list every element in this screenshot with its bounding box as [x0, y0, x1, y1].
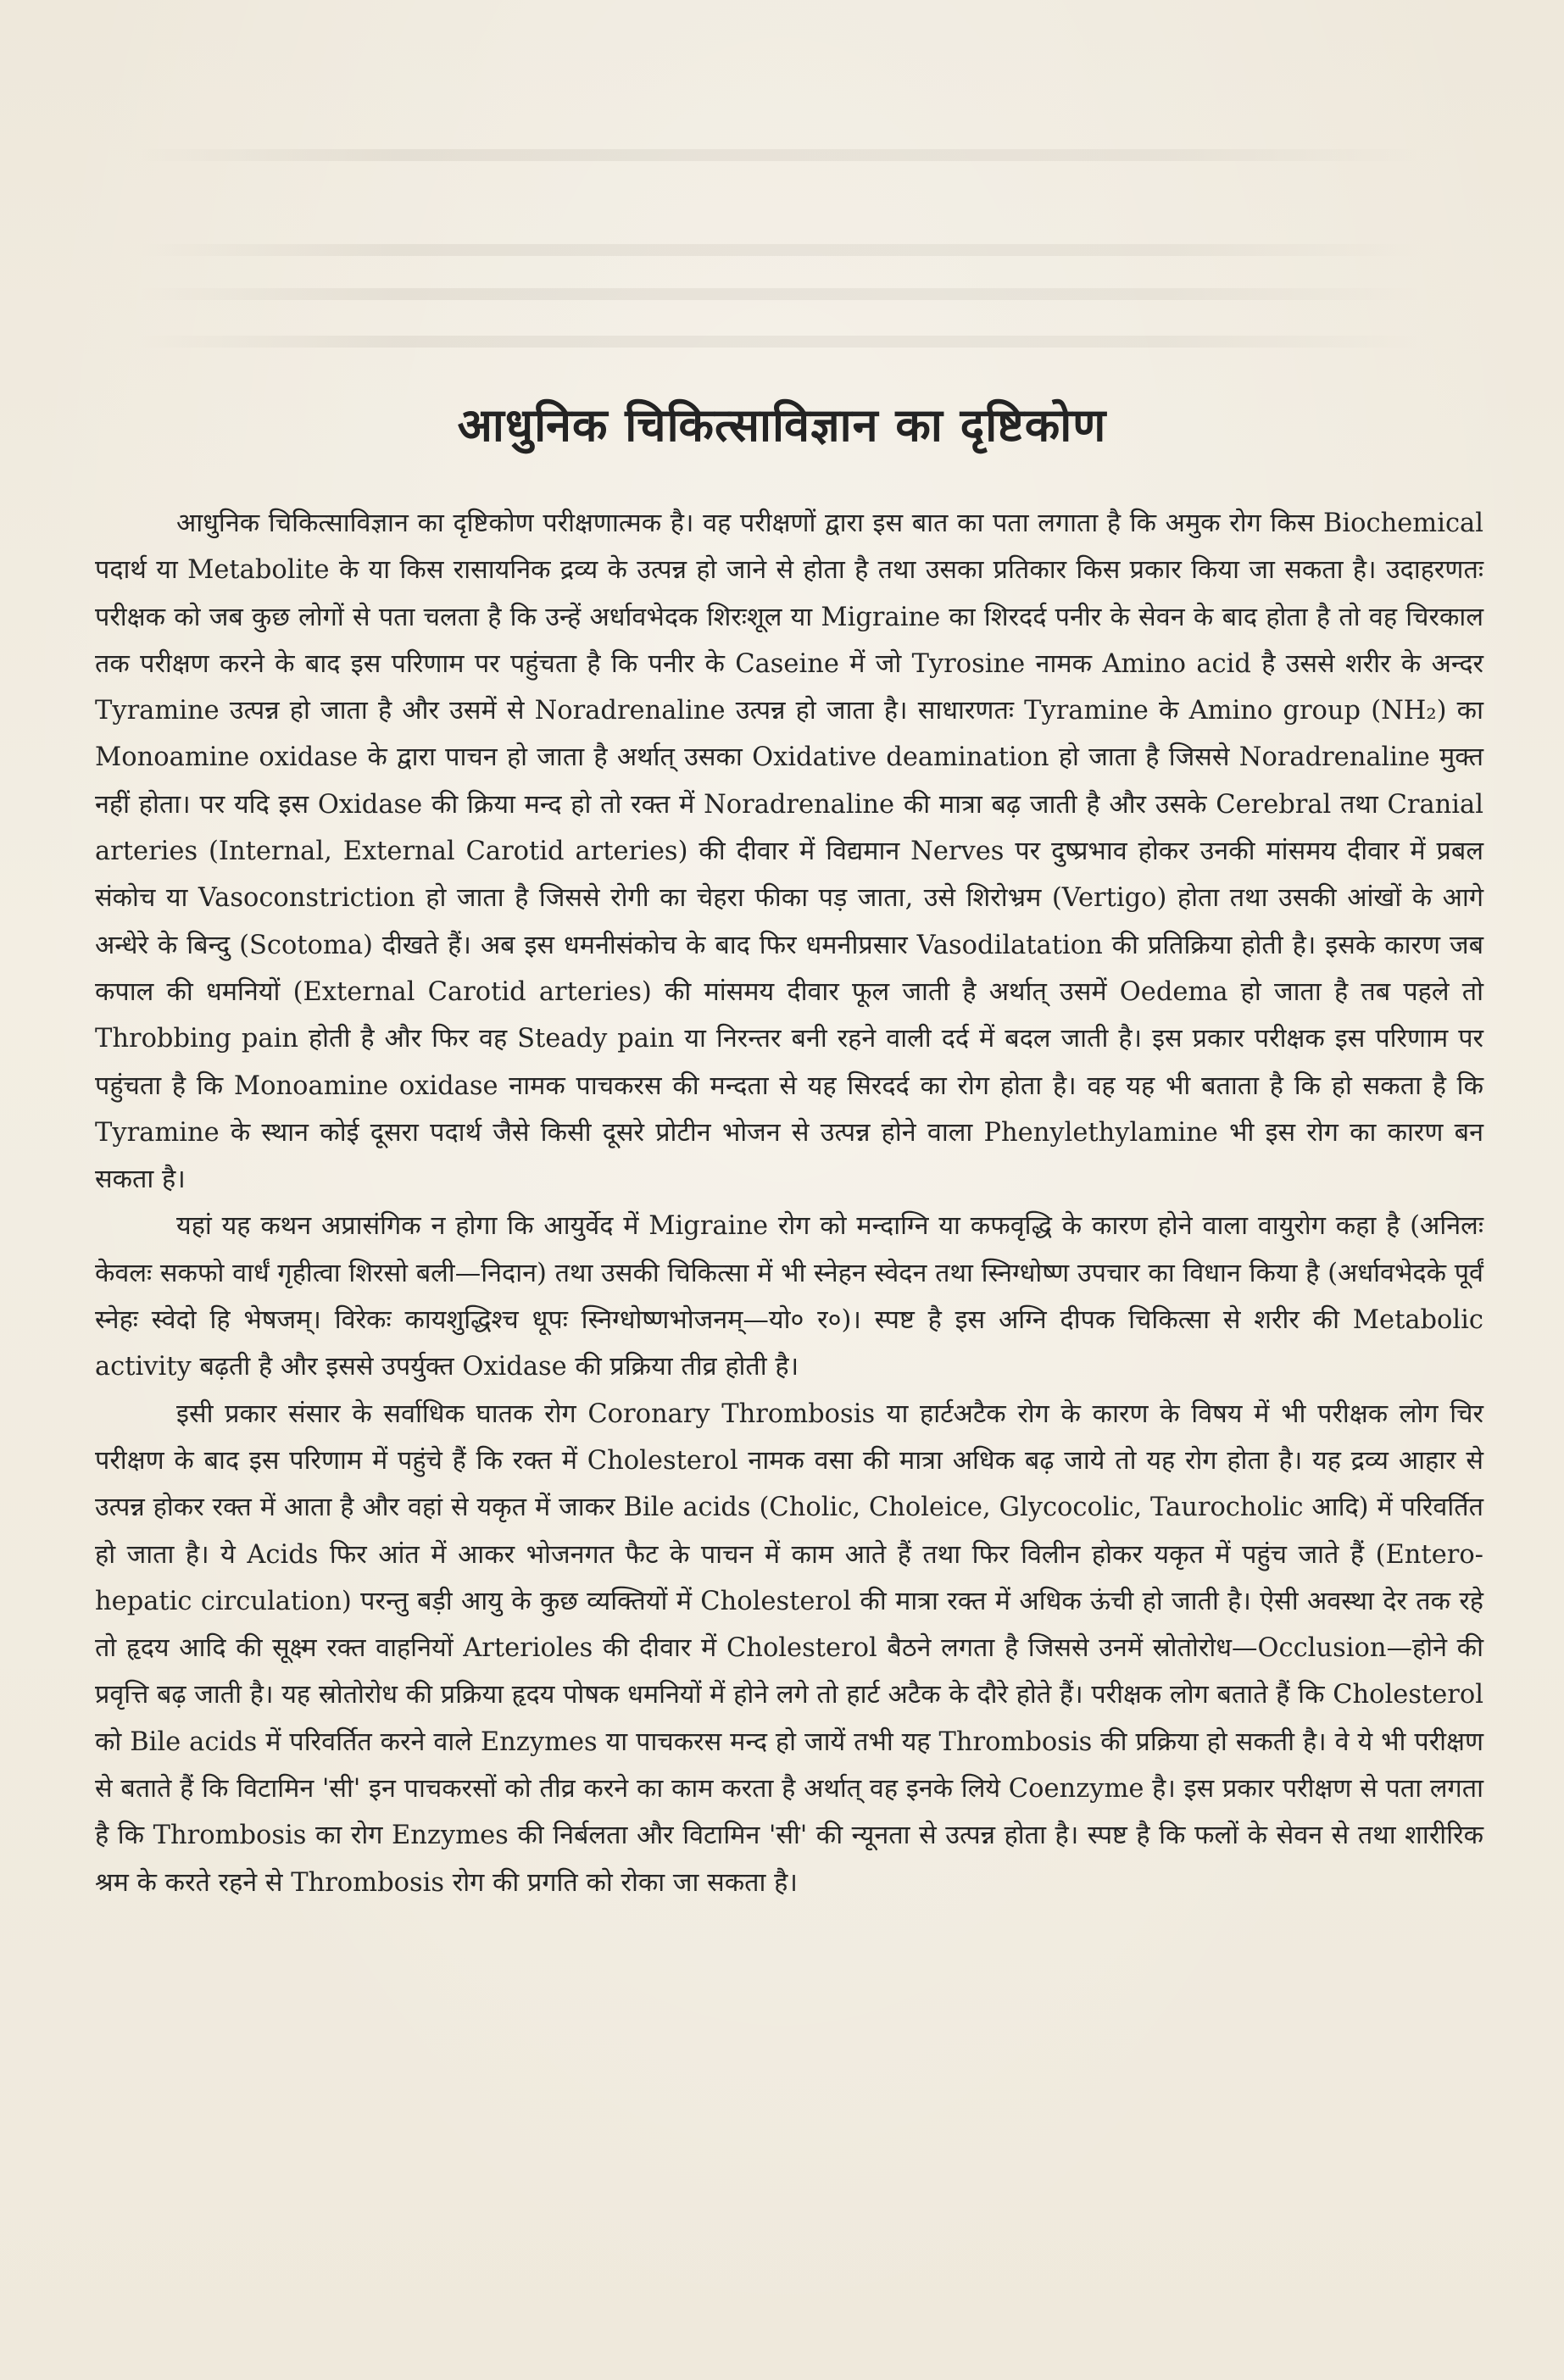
- page-title: आधुनिक चिकित्साविज्ञान का दृष्टिकोण: [457, 398, 1107, 452]
- body-text: [95, 500, 1483, 1906]
- bleed-through-line: [136, 288, 1424, 300]
- paragraph-2: यहां यह कथन अप्रासंगिक न होगा कि आयुर्वेद में Migraine रोग को मन्दाग्नि या कफवृद्धि के कारण होने वाला वायुरोग कहा है (अनिलः केवलः सकफो वार्धं गृहीत्वा शिरसो बली—निदान) तथा उसकी चिकित्सा में भी स्नेहन स्वेदन तथा स्निग्धोष्ण उपचार का विधान किया है (अर्धावभेदके पूर्वं स्नेहः स्वेदो हि भेषजम्। विरेकः कायशुद्धिश्च धूपः स्निग्धोष्णभोजनम्—यो० र०)। स्पष्ट है इस अग्नि दीपक चिकित्सा से शरीर की Metabolic activity बढ़ती है और इससे उपर्युक्त Oxidase की प्रक्रिया तीव्र होती है।: [95, 1211, 1483, 1382]
- bleed-through-line: [136, 336, 1424, 348]
- paragraph-1: आधुनिक चिकित्साविज्ञान का दृष्टिकोण परीक्षणात्मक है। वह परीक्षणों द्वारा इस बात का पता लगाता है कि अमुक रोग किस Biochemical पदार्थ या Metabolite के या किस रासायनिक द्रव्य के उत्पन्न हो जाने से होता है तथा उसका प्रतिकार किस प्रकार किया जा सकता है। उदाहरणतः परीक्षक को जब कुछ लोगों से पता चलता है कि उन्हें अर्धावभेदक शिरःशूल या Migraine का शिरदर्द पनीर के सेवन के बाद होता है तो वह चिरकाल तक परीक्षण करने के बाद इस परिणाम पर पहुंचता है कि पनीर के Caseine में जो Tyrosine नामक Amino acid है उससे शरीर के अन्दर Tyramine उत्पन्न हो जाता है और उसमें से Noradrenaline उत्पन्न हो जाता है। साधारणतः Tyramine के Amino group (NH₂) का Monoamine oxidase के द्वारा पाचन हो जाता है अर्थात् उसका Oxidative deamination हो जाता है जिससे Noradrenaline मुक्त नहीं होता। पर यदि इस Oxidase की क्रिया मन्द हो तो रक्त में Noradrenaline की मात्रा बढ़ जाती है और उसके Cerebral तथा Cranial arteries (Internal, External Carotid arteries) की दीवार में विद्यमान Nerves पर दुष्प्रभाव होकर उनकी मांसमय दीवार में प्रबल संकोच या Vasoconstriction हो जाता है जिससे रोगी का चेहरा फीका पड़ जाता, उसे शिरोभ्रम (Vertigo) होता तथा उसकी आंखों के आगे अन्धेरे के बिन्दु (Scotoma) दीखते हैं। अब इस धमनीसंकोच के बाद फिर धमनीप्रसार Vasodilatation की प्रतिक्रिया होती है। इसके कारण जब कपाल की धमनियों (External Carotid arteries) की मांसमय दीवार फूल जाती है अर्थात् उसमें Oedema हो जाता है तब पहले तो Throbbing pain होती है और फिर वह Steady pain या निरन्तर बनी रहने वाली दर्द में बदल जाती है। इस प्रकार परीक्षक इस परिणाम पर पहुंचता है कि Monoamine oxidase नामक पाचकरस की मन्दता से यह सिरदर्द का रोग होता है। वह यह भी बताता है कि हो सकता है कि Tyramine के स्थान कोई दूसरा पदार्थ जैसे किसी दूसरे प्रोटीन भोजन से उत्पन्न होने वाला Phenylethylamine भी इस रोग का कारण बन सकता है।: [95, 509, 1483, 1195]
- bleed-through-line: [136, 149, 1424, 161]
- paragraph-3: इसी प्रकार संसार के सर्वाधिक घातक रोग Coronary Thrombosis या हार्टअटैक रोग के कारण के विषय में भी परीक्षक लोग चिर परीक्षण के बाद इस परिणाम में पहुंचे हैं कि रक्त में Cholesterol नामक वसा की मात्रा अधिक बढ़ जाये तो यह रोग होता है। यह द्रव्य आहार से उत्पन्न होकर रक्त में आता है और वहां से यकृत में जाकर Bile acids (Cholic, Choleice, Glycocolic, Taurocholic आदि) में परिवर्तित हो जाता है। ये Acids फिर आंत में आकर भोजनगत फैट के पाचन में काम आते हैं तथा फिर विलीन होकर यकृत में पहुंच जाते हैं (Entero-hepatic circulation) परन्तु बड़ी आयु के कुछ व्यक्तियों में Cholesterol की मात्रा रक्त में अधिक ऊंची हो जाती है। ऐसी अवस्था देर तक रहे तो हृदय आदि की सूक्ष्म रक्त वाहनियों Arterioles की दीवार में Cholesterol बैठने लगता है जिससे उनमें स्रोतोरोध—Occlusion—होने की प्रवृत्ति बढ़ जाती है। यह स्रोतोरोध की प्रक्रिया हृदय पोषक धमनियों में होने लगे तो हार्ट अटैक के दौरे होते हैं। परीक्षक लोग बताते हैं कि Cholesterol को Bile acids में परिवर्तित करने वाले Enzymes या पाचकरस मन्द हो जायें तभी यह Thrombosis की प्रक्रिया हो सकती है। वे ये भी परीक्षण से बताते हैं कि विटामिन 'सी' इन पाचकरसों को तीव्र करने का काम करता है अर्थात् वह इनके लिये Coenzyme है। इस प्रकार परीक्षण से पता लगता है कि Thrombosis का रोग Enzymes की निर्बलता और विटामिन 'सी' की न्यूनता से उत्पन्न होता है। स्पष्ट है कि फलों के सेवन से तथा शारीरिक श्रम के करते रहने से Thrombosis रोग की प्रगति को रोका जा सकता है।: [95, 1399, 1483, 1898]
- bleed-through-line: [136, 244, 1424, 256]
